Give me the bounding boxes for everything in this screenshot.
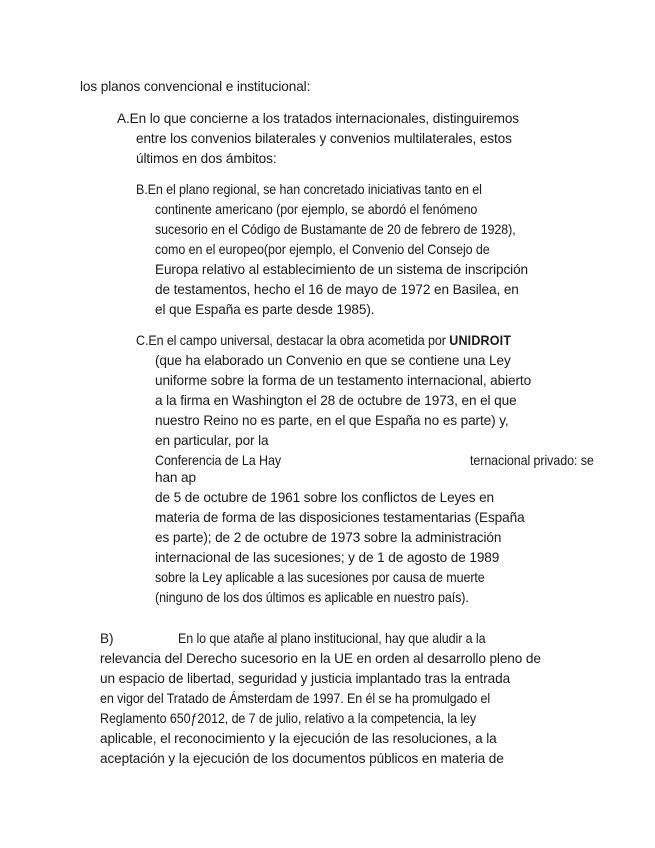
item-c-line: uniforme sobre la forma de un testamento internacional, abierto: [155, 373, 532, 388]
item-c-line: sobre la Ley aplicable a las sucesiones por causa de muerte: [155, 570, 485, 585]
item-c-line: nuestro Reino no es parte, en el que España no es parte) y,: [155, 413, 509, 428]
section-b-line: aplicable, el reconocimiento y la ejecución de las resoluciones, a la: [100, 731, 497, 746]
item-c-line: a la firma en Washington el 28 de octubre de 1973, en el que: [155, 393, 517, 408]
item-c-fragment-right: ternacional privado: se: [470, 453, 594, 468]
section-b-line: en vigor del Tratado de Ámsterdam de 1997. En él se ha promulgado el: [100, 691, 491, 706]
item-c-line: es parte); de 2 de octubre de 1973 sobre la administración: [155, 530, 502, 545]
item-b-line: continente americano (por ejemplo, se abordó el fenómeno: [155, 202, 478, 217]
section-b-line: En lo que atañe al plano institucional, hay que aludir a la: [178, 631, 486, 646]
item-c-fragment-next: han ap: [155, 470, 196, 485]
item-c-line: de 5 de octubre de 1961 sobre los conflictos de Leyes en: [155, 490, 495, 505]
item-a-line: A.En lo que concierne a los tratados internacionales, distinguiremos: [117, 111, 520, 126]
section-b-line: aceptación y la ejecución de los documentos públicos en materia de: [100, 751, 504, 766]
item-b-line: B.En el plano regional, se han concretado iniciativas tanto en el: [136, 182, 482, 197]
item-a-line: entre los convenios bilaterales y convenios multilaterales, estos: [136, 131, 512, 146]
item-c-line: (que ha elaborado un Convenio en que se contiene una Ley: [155, 353, 511, 368]
item-c-line: internacional de las sucesiones; y de 1 de agosto de 1989: [155, 550, 500, 565]
item-b-line: como en el europeo(por ejemplo, el Convenio del Consejo de: [155, 242, 490, 257]
item-a-line: últimos en dos ámbitos:: [136, 151, 277, 166]
item-b-line: sucesorio en el Código de Bustamante de 20 de febrero de 1928),: [155, 222, 516, 237]
item-c-line: C.En el campo universal, destacar la obra acometida por UNIDROIT: [136, 333, 512, 348]
intro-line: los planos convencional e institucional:: [80, 79, 311, 94]
section-b-line: un espacio de libertad, seguridad y justicia implantado tras la entrada: [100, 671, 511, 686]
item-b-line: de testamentos, hecho el 16 de mayo de 1972 en Basilea, en: [155, 282, 519, 297]
item-b-line: el que España es parte desde 1985).: [155, 302, 375, 317]
section-b-line: Reglamento 650ƒ2012, de 7 de julio, relativo a la competencia, la ley: [100, 711, 477, 726]
section-b-label: B): [100, 631, 114, 646]
unidroit-name: UNIDROIT: [449, 333, 512, 348]
item-c-line: en particular, por la: [155, 433, 269, 448]
item-c-line: materia de forma de las disposiciones testamentarias (España: [155, 510, 525, 525]
item-c-fragment-left: Conferencia de La Hay: [155, 453, 281, 468]
section-b-line: relevancia del Derecho sucesorio en la UE en orden al desarrollo pleno de: [100, 651, 541, 666]
item-c-line: (ninguno de los dos últimos es aplicable en nuestro país).: [155, 590, 469, 605]
item-b-line: Europa relativo al establecimiento de un sistema de inscripción: [155, 262, 529, 277]
